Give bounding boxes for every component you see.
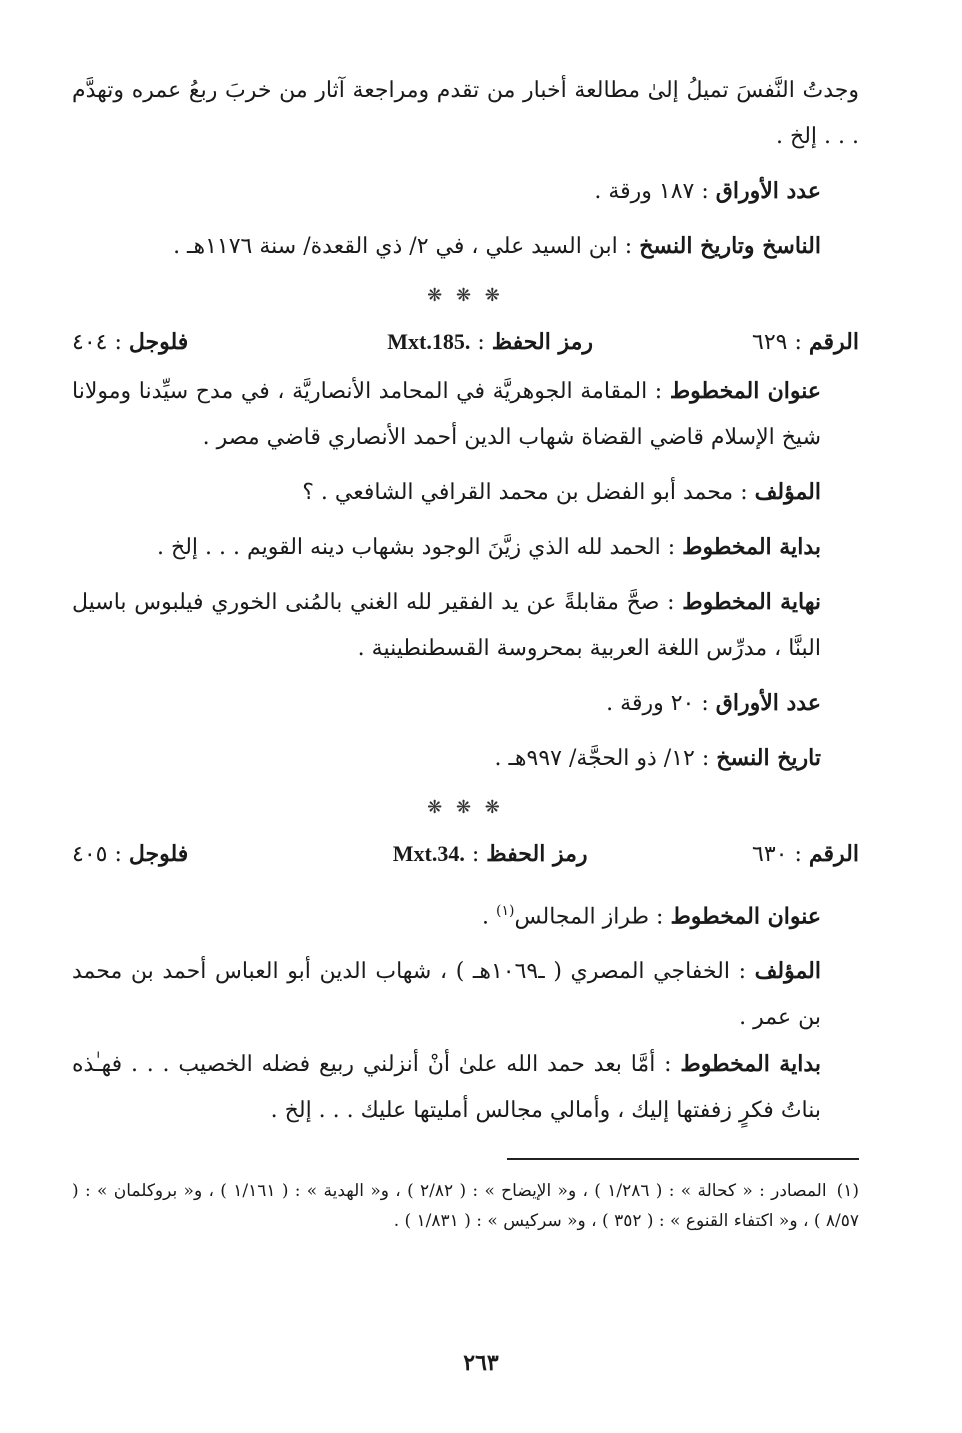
author-label: المؤلف [754, 479, 821, 505]
separator-stars: ❋ ❋ ❋ [427, 285, 504, 306]
incipit-value: : الحمد لله الذي زيَّنَ الوجود بشهاب دينه القويم . . . إلخ . [157, 535, 683, 560]
entry-630-title [72, 888, 859, 940]
copyist-label: الناسخ وتاريخ النسخ [639, 233, 821, 259]
entry-630-shelfmark [353, 841, 588, 867]
leaves-label: عدد الأوراق [715, 690, 821, 716]
fluegel-value: : ٤٠٥ [72, 842, 129, 867]
entry-629-number [752, 329, 859, 355]
date-value: : ١٢/ ذو الحجَّة/ ٩٩٧هـ . [494, 746, 717, 771]
leaves-label: عدد الأوراق [715, 178, 821, 204]
entry-629-leaves [72, 680, 859, 727]
entry-630-author [72, 948, 859, 1041]
leaves-value: : ٢٠ ورقة . [606, 691, 716, 716]
title-value: : طراز المجالس [514, 904, 671, 930]
author-value: : الخفاجي المصري ( ـ١٠٦٩هـ ) ، شهاب الدين أبو العباس أحمد بن محمد بن عمر . [72, 959, 821, 1031]
top-copyist-field [72, 223, 859, 270]
intro-line-1: وجدتُ النَّفسَ تميلُ إلىٰ مطالعة أخبار من تقدم ومراجعة آثار من خربَ ربعُ عمره [131, 78, 859, 103]
entry-630-incipit [72, 1041, 859, 1134]
footnote-ref: (١) [496, 903, 515, 919]
number-value: : ٦٢٩ [752, 330, 809, 355]
number-value: : ٦٣٠ [752, 842, 809, 867]
author-value: : محمد أبو الفضل بن محمد القرافي الشافعي . ؟ [302, 480, 755, 505]
entry-629-incipit [72, 524, 859, 571]
entry-629-shelfmark [347, 329, 593, 355]
entry-629-header [72, 316, 859, 368]
title-label: عنوان المخطوط [670, 903, 821, 930]
intro-text [72, 68, 859, 160]
intro-line-2: وتهدَّم . . . إلخ . [72, 78, 859, 149]
shelfmark-value: Mxt.34. [392, 841, 465, 866]
shelfmark-sep: : [470, 330, 492, 355]
entry-629-title [72, 368, 859, 461]
number-label: الرقم [808, 329, 859, 355]
entry-629-author [72, 469, 859, 516]
footnote [72, 1176, 859, 1236]
shelfmark-sep: : [464, 842, 487, 867]
footnote-number: (١) [836, 1181, 859, 1202]
entry-630-fluegel [72, 841, 188, 867]
top-leaves-field [72, 168, 859, 215]
number-label: الرقم [808, 841, 859, 867]
incipit-value: : أمَّا بعد حمد الله علىٰ أنْ أنزلني ربيع فضله الخصيب . . . فهـٰذه بناتُ فكرٍ زففتها إليك ، وأمالي مجالس أمليتها عليك . . . إلخ . [72, 1052, 821, 1124]
fluegel-label: فلوجل [128, 329, 189, 355]
entry-629-date [72, 735, 859, 782]
separator-stars: ❋ ❋ ❋ [427, 797, 504, 818]
fluegel-value: : ٤٠٤ [72, 330, 129, 355]
leaves-value: : ١٨٧ ورقة . [594, 179, 716, 204]
title-value: : المقامة الجوهريَّة في المحامد الأنصاريَّة ، في مدح سيِّدنا ومولانا شيخ الإسلام قاضي القضاة شهاب الدين أحمد الأنصاري قاضي مصر . [72, 379, 821, 450]
entry-629-explicit [72, 579, 859, 672]
incipit-label: بداية المخطوط [682, 534, 821, 560]
author-label: المؤلف [754, 958, 822, 985]
title-label: عنوان المخطوط [669, 378, 821, 404]
explicit-value: : صحَّ مقابلةً عن يد الفقير لله الغني بالمُنى الخوري فيلبوس باسيل البنَّا ، مدرِّس اللغة العربية بمحروسة القسطنطينية . [72, 590, 821, 661]
shelfmark-value: Mxt.185. [387, 329, 471, 354]
entry-630-number [752, 841, 859, 867]
copyist-value: : ابن السيد علي ، في ٢/ ذي القعدة/ سنة ١١٧٦هـ . [173, 234, 640, 259]
footnote-divider [507, 1158, 859, 1160]
entry-629-fluegel [72, 329, 188, 355]
page-number: ٢٦٣ [463, 1350, 499, 1376]
footnote-text: المصادر : « كحالة » : ( ١/٢٨٦ ) ، و« الإيضاح » : ( ٢/٨٢ ) ، و« الهدية » : ( ١/١٦١ ) ، و« بروكلمان » : ( ٨/٥٧ ) ، و« اكتفاء القنوع » : ( ٣٥٢ ) ، و« سركيس » : ( ١/٨٣١ ) . [72, 1181, 859, 1232]
shelfmark-label: رمز الحفظ [486, 841, 588, 867]
incipit-label: بداية المخطوط [680, 1051, 822, 1078]
shelfmark-label: رمز الحفظ [491, 329, 594, 355]
fluegel-label: فلوجل [128, 841, 189, 867]
explicit-label: نهاية المخطوط [682, 589, 821, 615]
entry-630-header [72, 828, 859, 880]
date-label: تاريخ النسخ [716, 745, 821, 771]
title-end: . [482, 904, 496, 930]
